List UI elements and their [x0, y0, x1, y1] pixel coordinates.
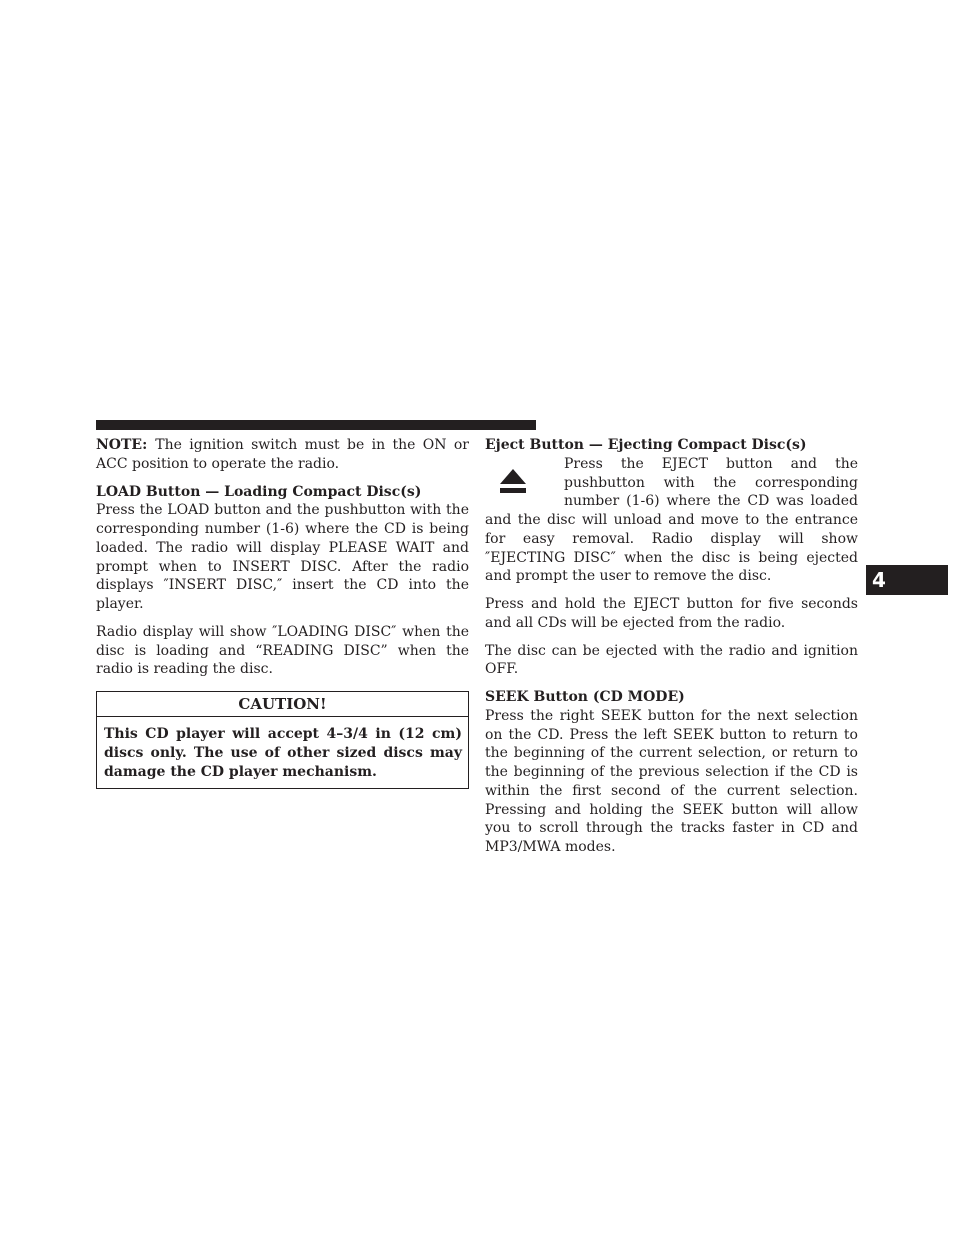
load-paragraph-1: Press the LOAD button and the pushbutton with the corresponding number (1-6) where the CD is being loaded. The radio will display PLEASE WAIT and prompt when to INSERT DISC. After the radio displays ″INSERT DISC,″ insert the CD into the player. [96, 502, 469, 612]
load-paragraph-2: Radio display will show ″LOADING DISC″ when the disc is loading and “READING DISC” when the radio is reading the disc. [96, 623, 469, 678]
eject-paragraph-1: Press the EJECT button and the pushbutton with the corresponding number (1-6) where the CD was loaded and the disc will unload and move to the entrance for easy removal. Radio display will show ″EJECTING DISC″ when the disc is being ejected and prompt the user to remove the disc. [485, 455, 858, 585]
left-column [96, 436, 469, 789]
top-rule [96, 420, 536, 430]
note-paragraph [96, 436, 469, 474]
note-text: The ignition switch must be in the ON or ACC position to operate the radio. [96, 437, 469, 472]
seek-paragraph: Press the right SEEK button for the next selection on the CD. Press the left SEEK button to return to the beginning of the current selection, or return to the beginning of the previous selection if the CD is within the first second of the current selection. Pressing and holding the SEEK button will allow you to scroll through the tracks faster in CD and MP3/MWA modes. [485, 707, 858, 855]
chapter-tab: 4 [866, 565, 948, 595]
right-column [485, 436, 858, 866]
eject-heading: Eject Button — Ejecting Compact Disc(s) [485, 437, 807, 453]
eject-paragraph-2: Press and hold the EJECT button for five seconds and all CDs will be ejected from the radio. [485, 596, 858, 631]
eject-icon [498, 465, 528, 501]
eject-paragraph-3: The disc can be ejected with the radio and ignition OFF. [485, 642, 858, 678]
caution-text: This CD player will accept 4–3/4 in (12 cm) discs only. The use of other sized discs may damage the CD player mechanism. [104, 726, 462, 780]
note-label: NOTE: [96, 437, 148, 453]
caution-title: CAUTION! [97, 692, 468, 717]
seek-heading: SEEK Button (CD MODE) [485, 689, 685, 705]
load-heading: LOAD Button — Loading Compact Disc(s) [96, 483, 422, 500]
caution-box [96, 691, 469, 789]
